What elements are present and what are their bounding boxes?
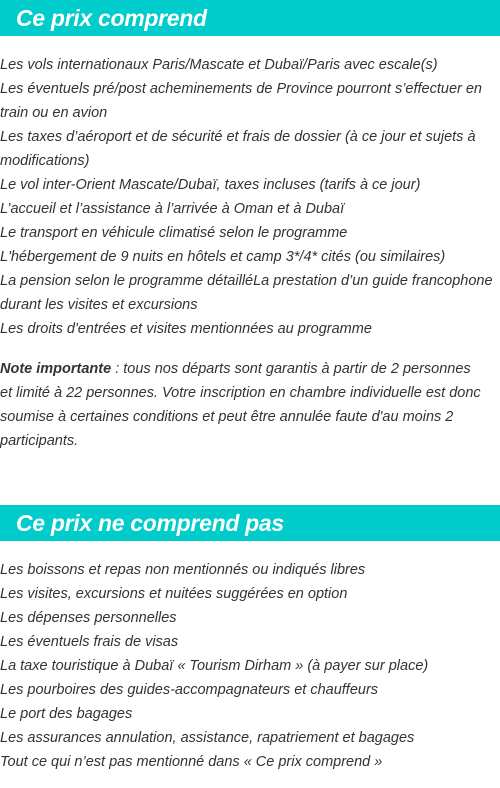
includes-list (0, 53, 500, 341)
excludes-title: Ce prix ne comprend pas (16, 509, 284, 536)
list-item: Les vols internationaux Paris/Mascate et Dubaï/Paris avec escale(s) (0, 57, 438, 73)
list-item: Les assurances annulation, assistance, rapatriement et bagages (0, 730, 415, 746)
note-label: Note importante (0, 361, 112, 377)
list-item: Les éventuels pré/post acheminements de Province pourront s’effectuer en train ou en avion (0, 81, 482, 121)
list-item: L'hébergement de 9 nuits en hôtels et camp 3*/4* cités (ou similaires) (0, 249, 446, 265)
list-item: Les éventuels frais de visas (0, 634, 179, 650)
list-item: Les taxes d’aéroport et de sécurité et frais de dossier (à ce jour et sujets à modifications) (0, 129, 476, 169)
list-item: L’accueil et l’assistance à l’arrivée à Oman et à Dubaï (0, 201, 345, 217)
list-item: La pension selon le programme détailléLa prestation d’un guide francophone durant les visites et excursions (0, 273, 493, 313)
list-item: Les droits d'entrées et visites mentionnées au programme (0, 321, 372, 337)
list-item: Le vol inter-Orient Mascate/Dubaï, taxes incluses (tarifs à ce jour) (0, 177, 421, 193)
list-item: Le transport en véhicule climatisé selon le programme (0, 225, 348, 241)
list-item: Tout ce qui n’est pas mentionné dans « Ce prix comprend » (0, 754, 383, 770)
excludes-list (0, 558, 500, 774)
includes-header (0, 0, 500, 36)
list-item: Les dépenses personnelles (0, 610, 177, 626)
list-item: La taxe touristique à Dubaï « Tourism Dirham » (à payer sur place) (0, 658, 429, 674)
list-item: Le port des bagages (0, 706, 133, 722)
list-item: Les boissons et repas non mentionnés ou indiqués libres (0, 562, 366, 578)
includes-title: Ce prix comprend (16, 4, 207, 31)
excludes-header (0, 505, 500, 541)
list-item: Les pourboires des guides-accompagnateurs et chauffeurs (0, 682, 379, 698)
important-note (0, 357, 500, 453)
list-item: Les visites, excursions et nuitées suggérées en option (0, 586, 348, 602)
note-text: : tous nos départs sont garantis à partir de 2 personnes et limité à 22 personnes. Votre inscription en chambre individuelle est donc soumise à certaines conditions et peut être annulée faute d'au moins 2 participants. (0, 361, 481, 449)
